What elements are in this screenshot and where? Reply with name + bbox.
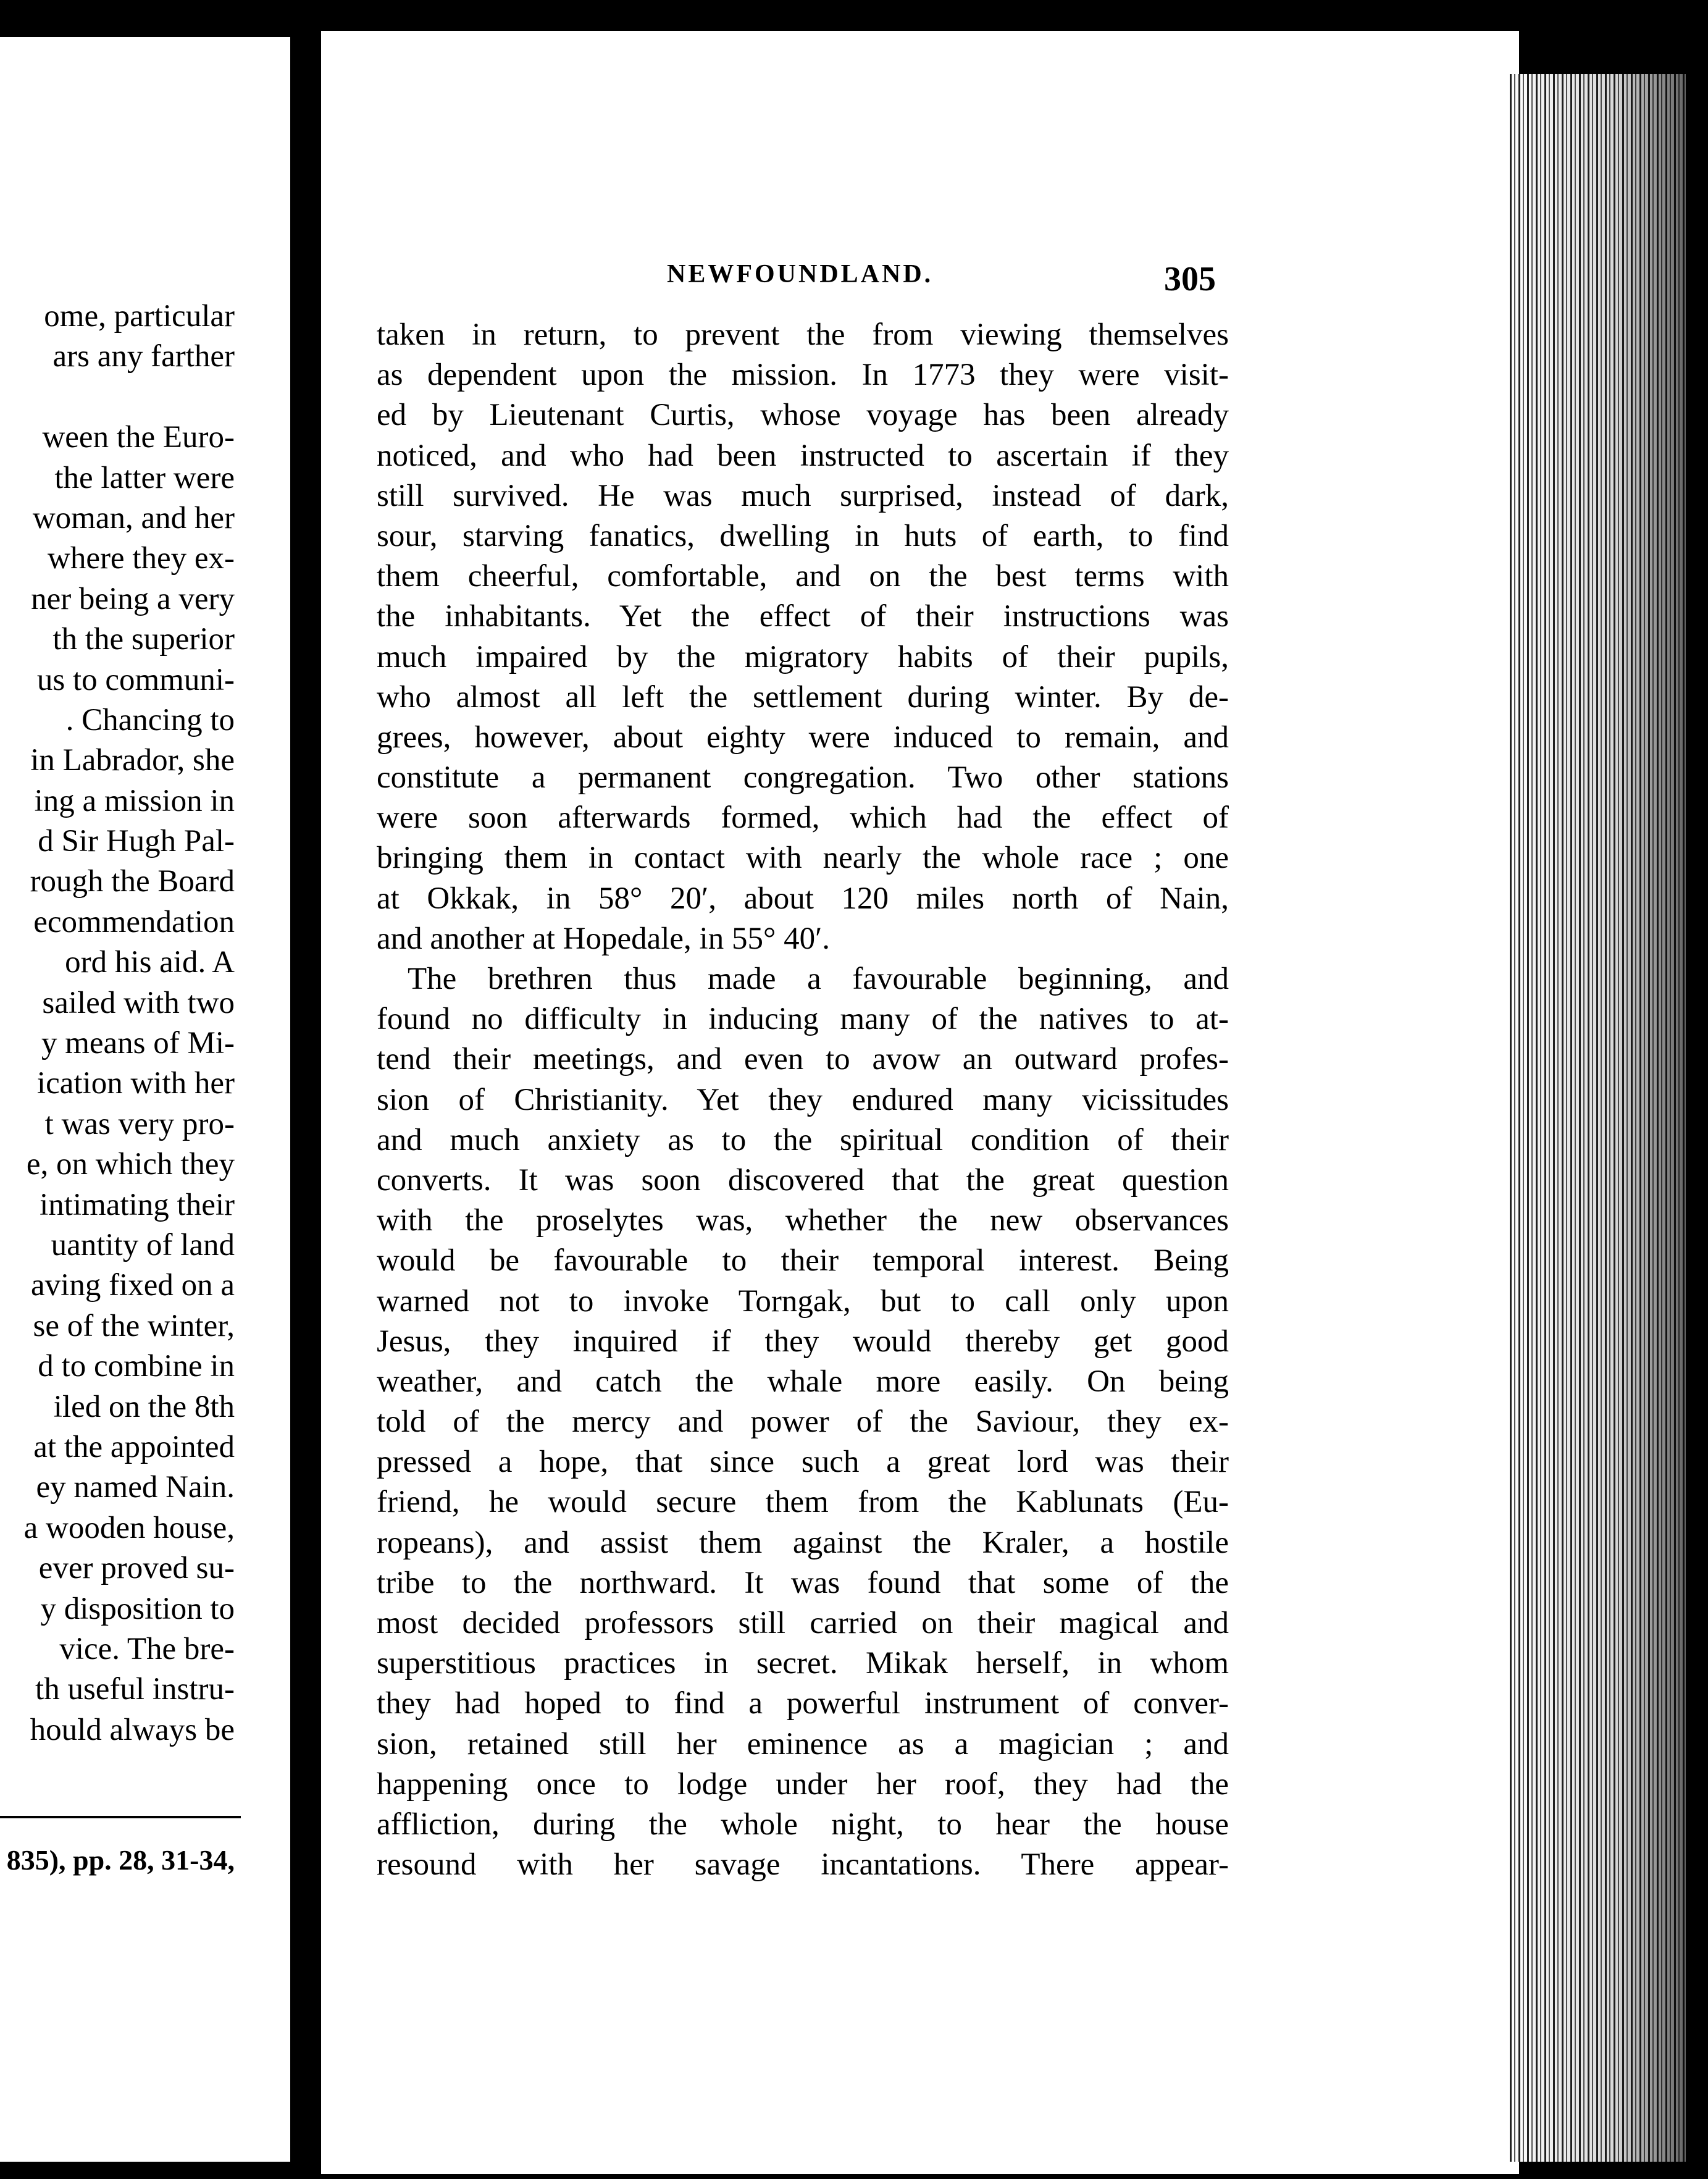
left-page-line: th useful instru- xyxy=(35,1672,235,1707)
left-page-line: ord his aid. A xyxy=(65,945,235,980)
text-line: most decided professors still carried on their magical and xyxy=(377,1606,1229,1640)
left-page-text xyxy=(0,296,235,1750)
text-line: ropeans), and assist them against the Kraler, a hostile xyxy=(377,1525,1229,1560)
page-edges-shadow xyxy=(1507,74,1686,2162)
text-line: told of the mercy and power of the Saviour, they ex- xyxy=(377,1404,1229,1440)
text-line: and much anxiety as to the spiritual condition of their xyxy=(377,1122,1229,1157)
text-line: sour, starving fanatics, dwelling in huts of earth, to find xyxy=(377,518,1229,553)
text-line: tribe to the northward. It was found that some of the xyxy=(377,1565,1229,1600)
left-page-line: intimating their xyxy=(40,1187,235,1222)
text-line: with the proselytes was, whether the new observances xyxy=(377,1203,1229,1238)
left-page-line: . Chancing to xyxy=(65,702,235,737)
book-gutter xyxy=(290,25,321,2174)
text-line: superstitious practices in secret. Mikak herself, in whom xyxy=(377,1646,1229,1681)
left-page-line: where they ex- xyxy=(47,541,235,576)
text-line: and another at Hopedale, in 55° 40′. xyxy=(377,921,830,956)
text-line: affliction, during the whole night, to hear the house xyxy=(377,1807,1229,1842)
text-line: still survived. He was much surprised, instead of dark, xyxy=(377,478,1229,513)
footnote-rule xyxy=(0,1816,241,1818)
text-line: weather, and catch the whale more easily. On being xyxy=(377,1364,1229,1399)
left-page-line: iled on the 8th xyxy=(53,1389,235,1424)
text-line: at Okkak, in 58° 20′, about 120 miles north of Nain, xyxy=(377,881,1229,916)
left-page xyxy=(0,37,290,2162)
left-page-line: the latter were xyxy=(54,460,235,495)
text-line: grees, however, about eighty were induced to remain, and xyxy=(377,720,1229,755)
left-page-line: rough the Board xyxy=(30,864,235,899)
text-line: bringing them in contact with nearly the whole race ; one xyxy=(377,841,1229,876)
text-line: much impaired by the migratory habits of their pupils, xyxy=(377,639,1229,674)
left-page-line: ars any farther xyxy=(52,339,235,374)
text-line: pressed a hope, that since such a great lord was their xyxy=(377,1445,1229,1480)
left-page-line: y means of Mi- xyxy=(41,1026,235,1061)
text-line: they had hoped to find a powerful instrument of conver- xyxy=(377,1686,1229,1721)
left-page-line: ner being a very xyxy=(31,581,235,616)
left-page-line: ey named Nain. xyxy=(36,1470,235,1505)
text-line: constitute a permanent congregation. Two other stations xyxy=(377,760,1229,796)
text-line: sion, retained still her eminence as a magician ; and xyxy=(377,1726,1229,1761)
left-page-line: ing a mission in xyxy=(34,783,235,818)
text-line: who almost all left the settlement during winter. By de- xyxy=(377,679,1229,715)
left-page-line: th the superior xyxy=(52,622,235,657)
text-line: taken in return, to prevent the from viewing themselves xyxy=(377,317,1229,352)
left-page-line: uantity of land xyxy=(51,1227,235,1262)
text-line: resound with her savage incantations. There appear- xyxy=(377,1847,1229,1883)
left-page-line: ecommendation xyxy=(33,904,235,939)
text-line: friend, he would secure them from the Kablunats (Eu- xyxy=(377,1485,1229,1520)
left-page-line: ever proved su- xyxy=(38,1551,235,1586)
left-page-line: at the appointed xyxy=(33,1429,235,1464)
text-line: converts. It was soon discovered that the great question xyxy=(377,1162,1229,1198)
left-page-line: se of the winter, xyxy=(33,1308,235,1343)
left-page-line: us to communi- xyxy=(36,662,235,697)
left-page-line: y disposition to xyxy=(40,1591,235,1626)
left-page-line: t was very pro- xyxy=(44,1106,235,1141)
left-page-line: a wooden house, xyxy=(23,1510,235,1545)
text-line: noticed, and who had been instructed to ascertain if they xyxy=(377,438,1229,473)
text-line: sion of Christianity. Yet they endured many vicissitudes xyxy=(377,1082,1229,1117)
left-page-line: vice. The bre- xyxy=(59,1631,235,1666)
text-line: would be favourable to their temporal interest. Being xyxy=(377,1243,1229,1278)
body-text xyxy=(377,315,1229,1885)
text-line: as dependent upon the mission. In 1773 they were visit- xyxy=(377,358,1229,393)
left-page-line: aving fixed on a xyxy=(31,1268,235,1303)
text-line: were soon afterwards formed, which had the effect of xyxy=(377,800,1229,836)
left-page-line xyxy=(0,377,235,418)
text-line: happening once to lodge under her roof, they had the xyxy=(377,1766,1229,1802)
text-line: found no difficulty in inducing many of the natives to at- xyxy=(377,1002,1229,1037)
left-page-line: d to combine in xyxy=(38,1349,235,1384)
left-page-line: ication with her xyxy=(36,1066,235,1101)
page-number: 305 xyxy=(1164,260,1216,298)
text-line: ed by Lieutenant Curtis, whose voyage has been already xyxy=(377,398,1229,433)
running-head: NEWFOUNDLAND. xyxy=(667,260,934,288)
text-line: Jesus, they inquired if they would thereby get good xyxy=(377,1324,1229,1359)
text-line: tend their meetings, and even to avow an outward profes- xyxy=(377,1042,1229,1077)
left-page-line: in Labrador, she xyxy=(30,743,235,778)
left-page-line: woman, and her xyxy=(32,500,235,535)
left-page-line: ween the Euro- xyxy=(42,420,235,455)
text-line: them cheerful, comfortable, and on the best terms with xyxy=(377,559,1229,594)
text-line: the inhabitants. Yet the effect of their instructions was xyxy=(377,599,1229,634)
left-page-line: d Sir Hugh Pal- xyxy=(38,824,235,859)
left-footnote: 835), pp. 28, 31-34, xyxy=(6,1844,235,1876)
left-page-line: sailed with two xyxy=(42,985,235,1020)
text-line: warned not to invoke Torngak, but to call only upon xyxy=(377,1283,1229,1319)
left-page-line: e, on which they xyxy=(26,1147,235,1182)
text-line: The brethren thus made a favourable beginning, and xyxy=(408,962,1229,996)
left-page-line: hould always be xyxy=(30,1712,235,1747)
left-page-line: ome, particular xyxy=(44,299,235,334)
